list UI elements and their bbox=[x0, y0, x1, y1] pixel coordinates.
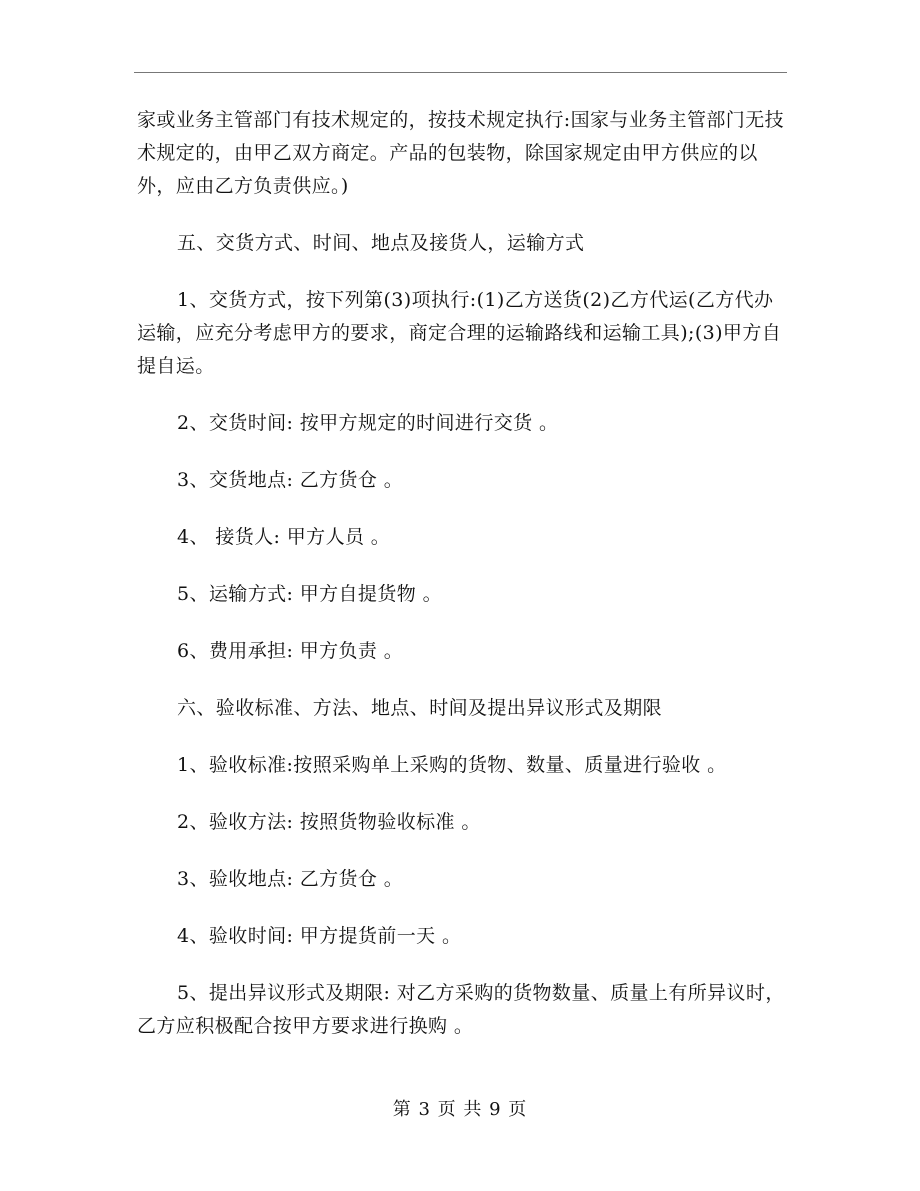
clause-delivery-location: 3、交货地点: 乙方货仓 。 bbox=[177, 469, 404, 491]
page-number-footer: 第 3 页 共 9 页 bbox=[392, 1099, 528, 1120]
clause-transport-method: 5、运输方式: 甲方自提货物 。 bbox=[177, 583, 442, 605]
clause-acceptance-standard: 1、验收标准:按照采购单上采购的货物、数量、质量进行验收 。 bbox=[177, 754, 727, 776]
clause-objection-period: 5、提出异议形式及期限: 对乙方采购的货物数量、质量上有所异议时，乙方应积极配合按甲方要求进行换购 。 bbox=[137, 982, 785, 1037]
header-divider bbox=[134, 72, 787, 73]
clause-receiver: 4、 接货人: 甲方人员 。 bbox=[177, 526, 391, 548]
section-heading-delivery: 五、交货方式、时间、地点及接货人，运输方式 bbox=[177, 232, 585, 254]
clause-cost-bearing: 6、费用承担: 甲方负责 。 bbox=[177, 640, 404, 662]
clause-acceptance-time: 4、验收时间: 甲方提货前一天 。 bbox=[177, 925, 462, 947]
paragraph-continuation: 家或业务主管部门有技术规定的，按技术规定执行:国家与业务主管部门无技术规定的，由甲乙双方商定。产品的包装物，除国家规定由甲方供应的以外，应由乙方负责供应。) bbox=[137, 109, 785, 197]
section-heading-acceptance: 六、验收标准、方法、地点、时间及提出异议形式及期限 bbox=[177, 697, 663, 719]
clause-acceptance-method: 2、验收方法: 按照货物验收标准 。 bbox=[177, 811, 481, 833]
clause-acceptance-location: 3、验收地点: 乙方货仓 。 bbox=[177, 868, 404, 890]
document-body bbox=[137, 104, 787, 1043]
clause-delivery-method: 1、交货方式，按下列第(3)项执行:(1)乙方送货(2)乙方代运(乙方代办运输，应充分考虑甲方的要求，商定合理的运输路线和运输工具);(3)甲方自提自运。 bbox=[137, 289, 782, 377]
clause-delivery-time: 2、交货时间: 按甲方规定的时间进行交货 。 bbox=[177, 412, 559, 434]
